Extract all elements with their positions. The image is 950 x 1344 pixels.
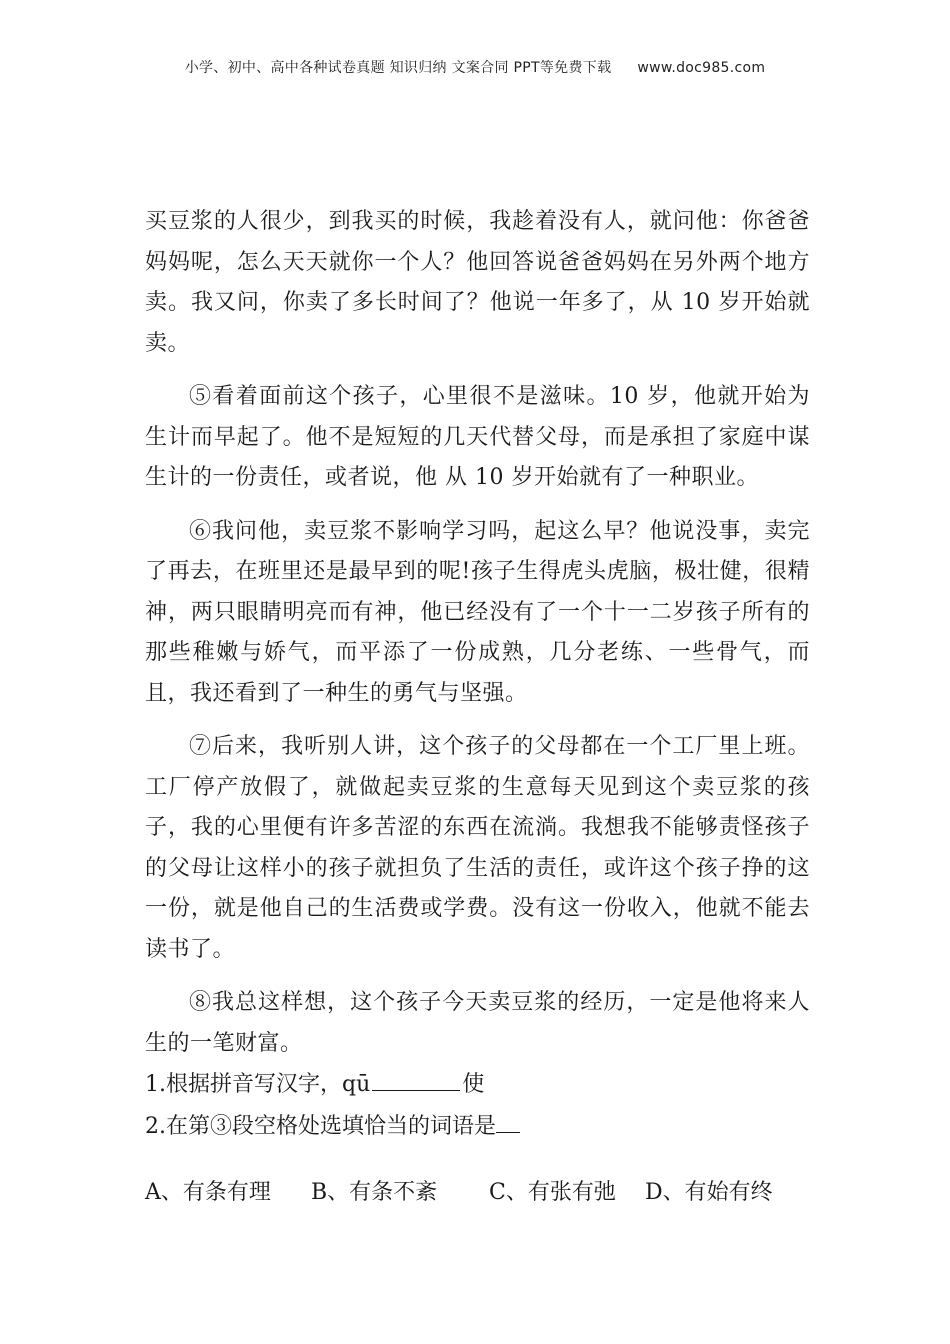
header-site-link[interactable]: www.doc985.com bbox=[637, 60, 766, 76]
header-text: 小学、初中、高中各种试卷真题 知识归纳 文案合同 PPT等免费下载 bbox=[184, 60, 612, 76]
document-body bbox=[145, 202, 810, 1214]
question-2-text: 2.在第③段空格处选填恰当的词语是 bbox=[145, 1113, 496, 1139]
option-b: B、有条不紊 bbox=[311, 1180, 438, 1205]
option-a: A、有条有理 bbox=[145, 1180, 271, 1205]
question-1 bbox=[145, 1064, 810, 1106]
question-2-options bbox=[145, 1173, 810, 1214]
paragraph-continuation: 买豆浆的人很少，到我买的时候，我趁着没有人，就问他：你爸爸妈妈呢，怎么天天就你一个人？他回答说爸爸妈妈在另外两个地方卖。我又问，你卖了多长时间了？他说一年多了，从 10 岁开始就卖。 bbox=[145, 209, 810, 356]
question-2-blank[interactable] bbox=[496, 1106, 520, 1133]
paragraph-8: ⑧我总这样想，这个孩子今天卖豆浆的经历，一定是他将来人生的一笔财富。 bbox=[145, 990, 810, 1056]
paragraph-6: ⑥我问他，卖豆浆不影响学习吗，起这么早？他说没事，卖完了再去，在班里还是最早到的呢!孩子生得虎头虎脑，极壮健，很精神，两只眼睛明亮而有神，他已经没有了一个十一二岁孩子所有的那些稚嫩与娇气，而平添了一份成熟，几分老练、一些骨气，而且，我还看到了一种生的勇气与坚强。 bbox=[145, 518, 810, 706]
paragraph-7: ⑦后来，我听别人讲，这个孩子的父母都在一个工厂里上班。工厂停产放假了，就做起卖豆浆的生意每天见到这个卖豆浆的孩子，我的心里便有许多苦涩的东西在流淌。我想我不能够责怪孩子的父母让这样小的孩子就担负了生活的责任，或许这个孩子挣的这一份，就是他自己的生活费或学费。没有这一份收入，他就不能去读书了。 bbox=[145, 734, 810, 962]
paragraph-5: ⑤看着面前这个孩子，心里很不是滋味。10 岁，他就开始为生计而早起了。他不是短短的几天代替父母，而是承担了家庭中谋生计的一份责任，或者说，他 从 10 岁开始就有了一种职业。 bbox=[145, 384, 810, 490]
question-1-prefix: 1.根据拼音写汉字，qū bbox=[145, 1072, 371, 1097]
question-2 bbox=[145, 1106, 810, 1148]
question-1-blank[interactable] bbox=[372, 1064, 460, 1091]
option-c: C、有张有弛 bbox=[489, 1180, 616, 1205]
option-d: D、有始有终 bbox=[645, 1180, 773, 1205]
page-header bbox=[0, 57, 950, 77]
question-1-suffix: 使 bbox=[462, 1072, 485, 1097]
